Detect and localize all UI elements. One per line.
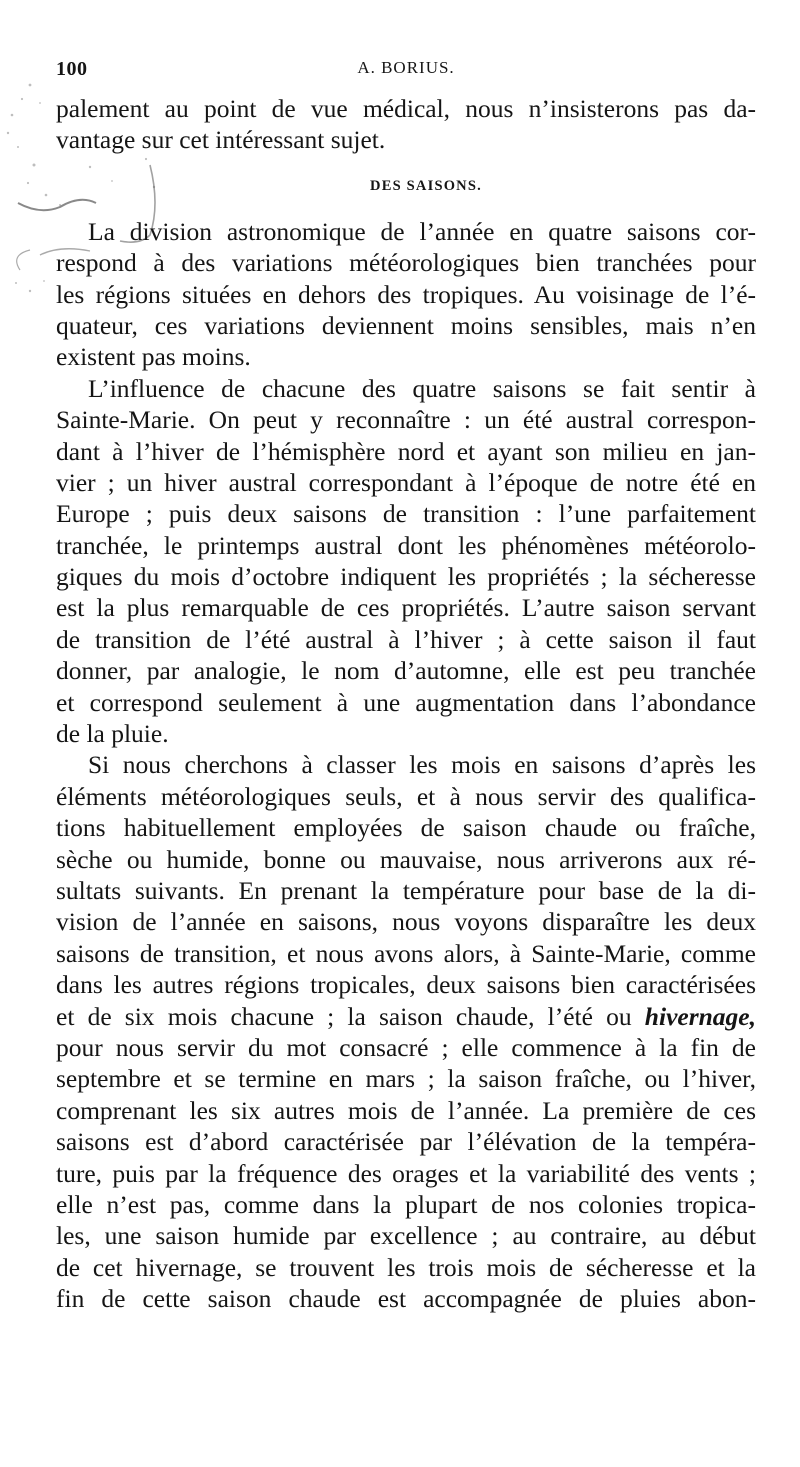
- text-line: vision de l’année en saisons, nous voyons disparaître les deux: [56, 907, 756, 937]
- page-number: 100: [56, 58, 88, 80]
- text-line: tranchée, le printemps austral dont les phénomènes météorolo-: [56, 530, 756, 560]
- text-line: de cet hivernage, se trouvent les trois mois de sécheresse et la: [56, 1252, 756, 1282]
- running-title: A. BORIUS.: [357, 58, 455, 77]
- text-line: fin de cette saison chaude est accompagnée de pluies abon-: [56, 1284, 756, 1314]
- text-line: de la pluie.: [56, 719, 169, 749]
- text-line: quateur, ces variations deviennent moins sensibles, mais n’en: [56, 310, 756, 340]
- text-line: saisons est d’abord caractérisée par l’élévation de la tempéra-: [56, 1127, 756, 1157]
- text-line: septembre et se termine en mars ; la saison fraîche, ou l’hiver,: [56, 1064, 756, 1094]
- text-line: giques du mois d’octobre indiquent les propriétés ; la sécheresse: [56, 562, 756, 592]
- text-line-part: et de six mois chacune ; la saison chaude, l’été ou: [56, 1001, 632, 1031]
- text-line: donner, par analogie, le nom d’automne, elle est peu tranchée: [56, 656, 756, 686]
- text-line: respond à des variations météorologiques bien tranchées pour: [56, 248, 756, 278]
- running-head: [56, 58, 756, 88]
- text-line: Europe ; puis deux saisons de transition : l’une parfaitement: [56, 499, 756, 529]
- text-line: vantage sur cet intéressant sujet.: [56, 125, 386, 155]
- paragraph-1: [56, 93, 756, 156]
- paragraph-2: [56, 216, 756, 373]
- text-line: tions habituellement employées de saison chaude ou fraîche,: [56, 813, 756, 843]
- text-line: La division astronomique de l’année en quatre saisons cor-: [88, 216, 756, 246]
- text-line: de transition de l’été austral à l’hiver ; à cette saison il faut: [56, 624, 756, 654]
- text-line: comprenant les six autres mois de l’année. La première de ces: [56, 1095, 756, 1125]
- text-line: Si nous cherchons à classer les mois en saisons d’après les: [88, 750, 756, 780]
- text-line: les, une saison humide par excellence ; au contraire, au début: [56, 1221, 756, 1251]
- text-line: dans les autres régions tropicales, deux saisons bien caractérisées: [56, 970, 756, 1000]
- text-line: sèche ou humide, bonne ou mauvaise, nous arriverons aux ré-: [56, 844, 756, 874]
- text-line: et correspond seulement à une augmentation dans l’abondance: [56, 687, 756, 717]
- text-line: ture, puis par la fréquence des orages et la variabilité des vents ;: [56, 1158, 756, 1188]
- paragraph-3: [56, 373, 756, 750]
- text-line: éléments météorologiques seuls, et à nous servir des qualifica-: [56, 781, 756, 811]
- paragraph-4: [56, 749, 756, 1314]
- text-line: sultats suivants. En prenant la température pour base de la di-: [56, 875, 756, 905]
- body-text: [56, 93, 756, 1314]
- text-line: saisons de transition, et nous avons alors, à Sainte-Marie, comme: [56, 938, 756, 968]
- text-line: Sainte-Marie. On peut y reconnaître : un été austral correspon-: [56, 405, 756, 435]
- text-line: dant à l’hiver de l’hémisphère nord et ayant son milieu en jan-: [56, 436, 756, 466]
- text-line: L’influence de chacune des quatre saisons se fait sentir à: [88, 373, 756, 403]
- text-line-with-italic: [56, 1001, 756, 1032]
- text-line: palement au point de vue médical, nous n’insisterons pas da-: [56, 94, 756, 123]
- text-line: est la plus remarquable de ces propriétés. L’autre saison servant: [56, 593, 756, 623]
- text-line: elle n’est pas, comme dans la plupart de nos colonies tropica-: [56, 1189, 756, 1219]
- text-line: existent pas moins.: [56, 342, 251, 372]
- italic-term: hivernage,: [644, 1001, 756, 1031]
- section-heading: DES SAISONS.: [370, 177, 482, 194]
- text-line: vier ; un hiver austral correspondant à l’époque de notre été en: [56, 467, 756, 497]
- text-line: les régions situées en dehors des tropiques. Au voisinage de l’é-: [56, 279, 756, 309]
- text-line: pour nous servir du mot consacré ; elle commence à la fin de: [56, 1032, 756, 1062]
